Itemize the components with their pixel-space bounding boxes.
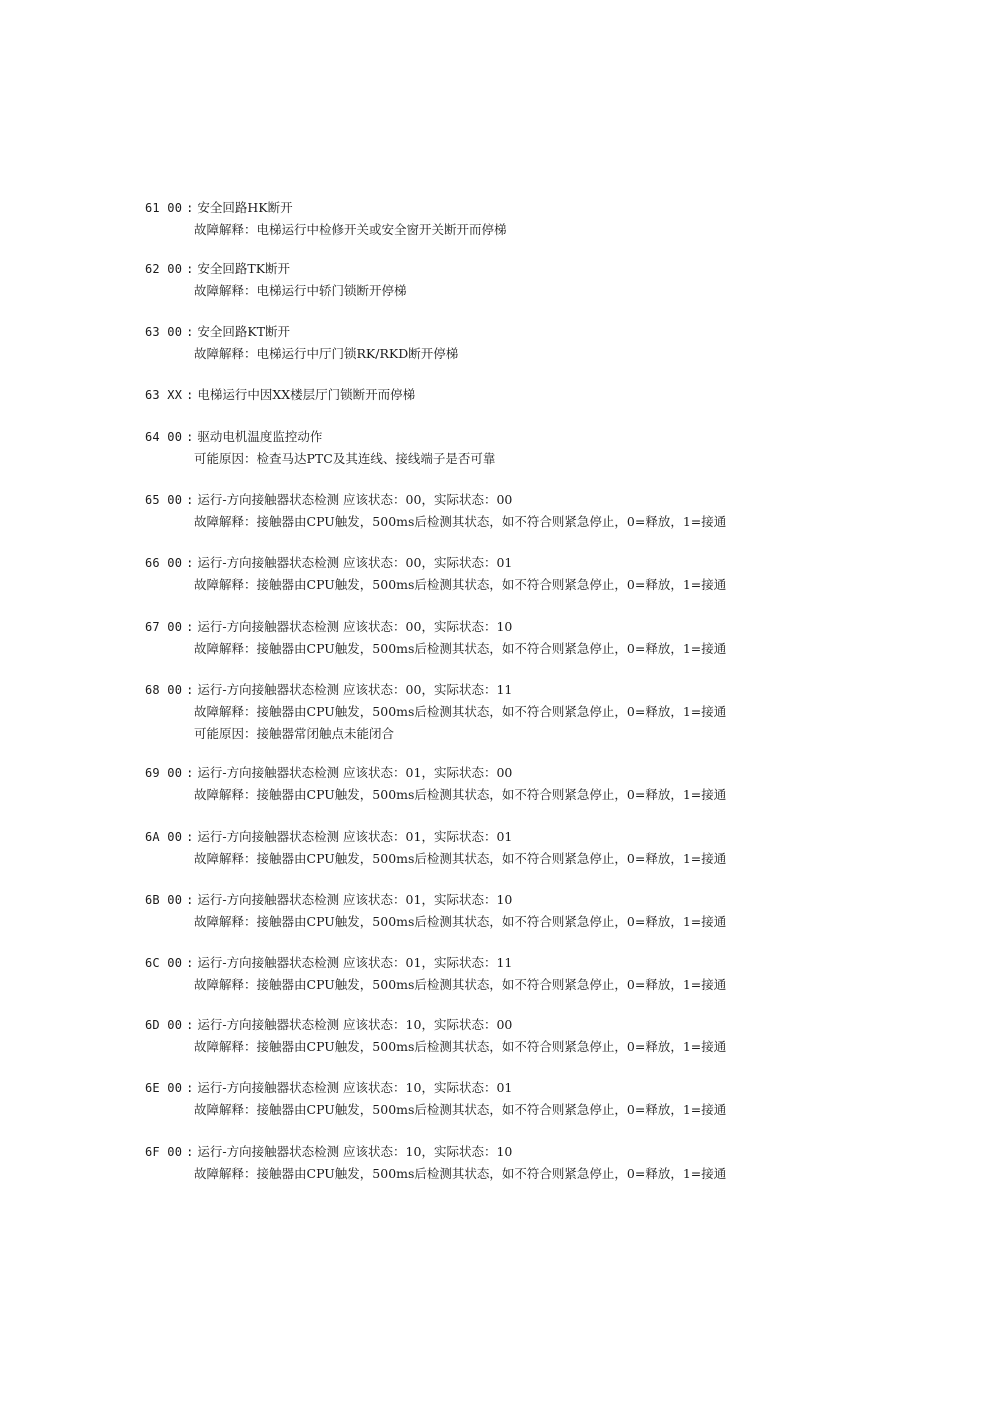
fault-heading <box>145 1077 845 1099</box>
fault-title: 安全回路HK断开 <box>197 200 293 215</box>
fault-detail: 故障解释：接触器由CPU触发，500ms后检测其状态，如不符合则紧急停止，0=释放，1=接通 <box>194 851 727 866</box>
fault-entry <box>145 952 845 996</box>
fault-title: 运行-方向接触器状态检测 应该状态：00，实际状态：01 <box>197 555 513 570</box>
fault-entry <box>145 258 845 302</box>
fault-heading <box>145 1014 845 1036</box>
fault-code: 63 XX <box>145 388 183 402</box>
fault-cause: 可能原因：接触器常闭触点未能闭合 <box>194 726 395 741</box>
fault-detail: 故障解释：电梯运行中检修开关或安全窗开关断开而停梯 <box>194 222 507 237</box>
fault-code: 63 00 <box>145 325 183 339</box>
fault-heading <box>145 762 845 784</box>
separator: : <box>186 556 194 570</box>
fault-code: 66 00 <box>145 556 183 570</box>
fault-title: 安全回路KT断开 <box>197 324 291 339</box>
fault-detail: 故障解释：接触器由CPU触发，500ms后检测其状态，如不符合则紧急停止，0=释放，1=接通 <box>194 704 727 719</box>
fault-entry <box>145 889 845 933</box>
fault-code: 6E 00 <box>145 1081 183 1095</box>
separator: : <box>186 620 194 634</box>
fault-entry <box>145 426 845 470</box>
fault-code: 6F 00 <box>145 1145 183 1159</box>
fault-detail: 可能原因：检查马达PTC及其连线、接线端子是否可靠 <box>194 451 496 466</box>
fault-detail: 故障解释：接触器由CPU触发，500ms后检测其状态，如不符合则紧急停止，0=释放，1=接通 <box>194 577 727 592</box>
fault-code: 65 00 <box>145 493 183 507</box>
fault-entry <box>145 489 845 533</box>
fault-heading <box>145 1141 845 1163</box>
fault-heading <box>145 489 845 511</box>
fault-entry <box>145 762 845 806</box>
separator: : <box>186 893 194 907</box>
fault-heading <box>145 384 845 406</box>
fault-heading <box>145 552 845 574</box>
separator: : <box>186 430 194 444</box>
separator: : <box>186 325 194 339</box>
separator: : <box>186 1145 194 1159</box>
fault-entry <box>145 1141 845 1185</box>
fault-title: 运行-方向接触器状态检测 应该状态：10，实际状态：10 <box>197 1144 513 1159</box>
fault-entry <box>145 679 845 745</box>
fault-entry <box>145 1014 845 1058</box>
fault-code: 6B 00 <box>145 893 183 907</box>
fault-heading <box>145 258 845 280</box>
separator: : <box>186 683 194 697</box>
fault-detail: 故障解释：接触器由CPU触发，500ms后检测其状态，如不符合则紧急停止，0=释放，1=接通 <box>194 1166 727 1181</box>
fault-code: 6A 00 <box>145 830 183 844</box>
separator: : <box>186 1018 194 1032</box>
separator: : <box>186 766 194 780</box>
separator: : <box>186 830 194 844</box>
separator: : <box>186 956 194 970</box>
separator: : <box>186 493 194 507</box>
separator: : <box>186 262 194 276</box>
separator: : <box>186 388 194 402</box>
fault-detail: 故障解释：接触器由CPU触发，500ms后检测其状态，如不符合则紧急停止，0=释放，1=接通 <box>194 1102 727 1117</box>
fault-title: 运行-方向接触器状态检测 应该状态：00，实际状态：11 <box>197 682 513 697</box>
fault-title: 运行-方向接触器状态检测 应该状态：10，实际状态：01 <box>197 1080 513 1095</box>
fault-detail: 故障解释：接触器由CPU触发，500ms后检测其状态，如不符合则紧急停止，0=释放，1=接通 <box>194 514 727 529</box>
fault-detail: 故障解释：接触器由CPU触发，500ms后检测其状态，如不符合则紧急停止，0=释放，1=接通 <box>194 914 727 929</box>
fault-entry <box>145 1077 845 1121</box>
fault-heading <box>145 616 845 638</box>
fault-title: 运行-方向接触器状态检测 应该状态：01，实际状态：11 <box>197 955 513 970</box>
fault-heading <box>145 197 845 219</box>
fault-entry <box>145 321 845 365</box>
fault-title: 驱动电机温度监控动作 <box>197 429 323 444</box>
fault-heading <box>145 889 845 911</box>
fault-code: 61 00 <box>145 201 183 215</box>
fault-heading <box>145 321 845 343</box>
fault-code: 6C 00 <box>145 956 183 970</box>
fault-title: 电梯运行中因XX楼层厅门锁断开而停梯 <box>197 387 416 402</box>
fault-title: 运行-方向接触器状态检测 应该状态：01，实际状态：10 <box>197 892 513 907</box>
fault-detail: 故障解释：接触器由CPU触发，500ms后检测其状态，如不符合则紧急停止，0=释放，1=接通 <box>194 977 727 992</box>
separator: : <box>186 1081 194 1095</box>
fault-heading <box>145 826 845 848</box>
fault-detail: 故障解释：电梯运行中轿门锁断开停梯 <box>194 283 407 298</box>
fault-entry <box>145 616 845 660</box>
fault-code: 68 00 <box>145 683 183 697</box>
fault-detail: 故障解释：接触器由CPU触发，500ms后检测其状态，如不符合则紧急停止，0=释放，1=接通 <box>194 641 727 656</box>
fault-heading <box>145 679 845 701</box>
fault-title: 运行-方向接触器状态检测 应该状态：01，实际状态：00 <box>197 765 513 780</box>
separator: : <box>186 201 194 215</box>
fault-title: 运行-方向接触器状态检测 应该状态：01，实际状态：01 <box>197 829 513 844</box>
fault-detail: 故障解释：接触器由CPU触发，500ms后检测其状态，如不符合则紧急停止，0=释放，1=接通 <box>194 1039 727 1054</box>
fault-title: 运行-方向接触器状态检测 应该状态：00，实际状态：10 <box>197 619 513 634</box>
fault-detail: 故障解释：电梯运行中厅门锁RK/RKD断开停梯 <box>194 346 459 361</box>
fault-entry <box>145 552 845 596</box>
fault-heading <box>145 952 845 974</box>
fault-code: 67 00 <box>145 620 183 634</box>
fault-entry <box>145 197 845 241</box>
fault-code: 64 00 <box>145 430 183 444</box>
fault-title: 安全回路TK断开 <box>197 261 291 276</box>
fault-detail: 故障解释：接触器由CPU触发，500ms后检测其状态，如不符合则紧急停止，0=释放，1=接通 <box>194 787 727 802</box>
fault-entry <box>145 384 845 406</box>
fault-code: 62 00 <box>145 262 183 276</box>
fault-heading <box>145 426 845 448</box>
fault-entry <box>145 826 845 870</box>
fault-code: 69 00 <box>145 766 183 780</box>
fault-title: 运行-方向接触器状态检测 应该状态：10，实际状态：00 <box>197 1017 513 1032</box>
fault-title: 运行-方向接触器状态检测 应该状态：00，实际状态：00 <box>197 492 513 507</box>
fault-code: 6D 00 <box>145 1018 183 1032</box>
